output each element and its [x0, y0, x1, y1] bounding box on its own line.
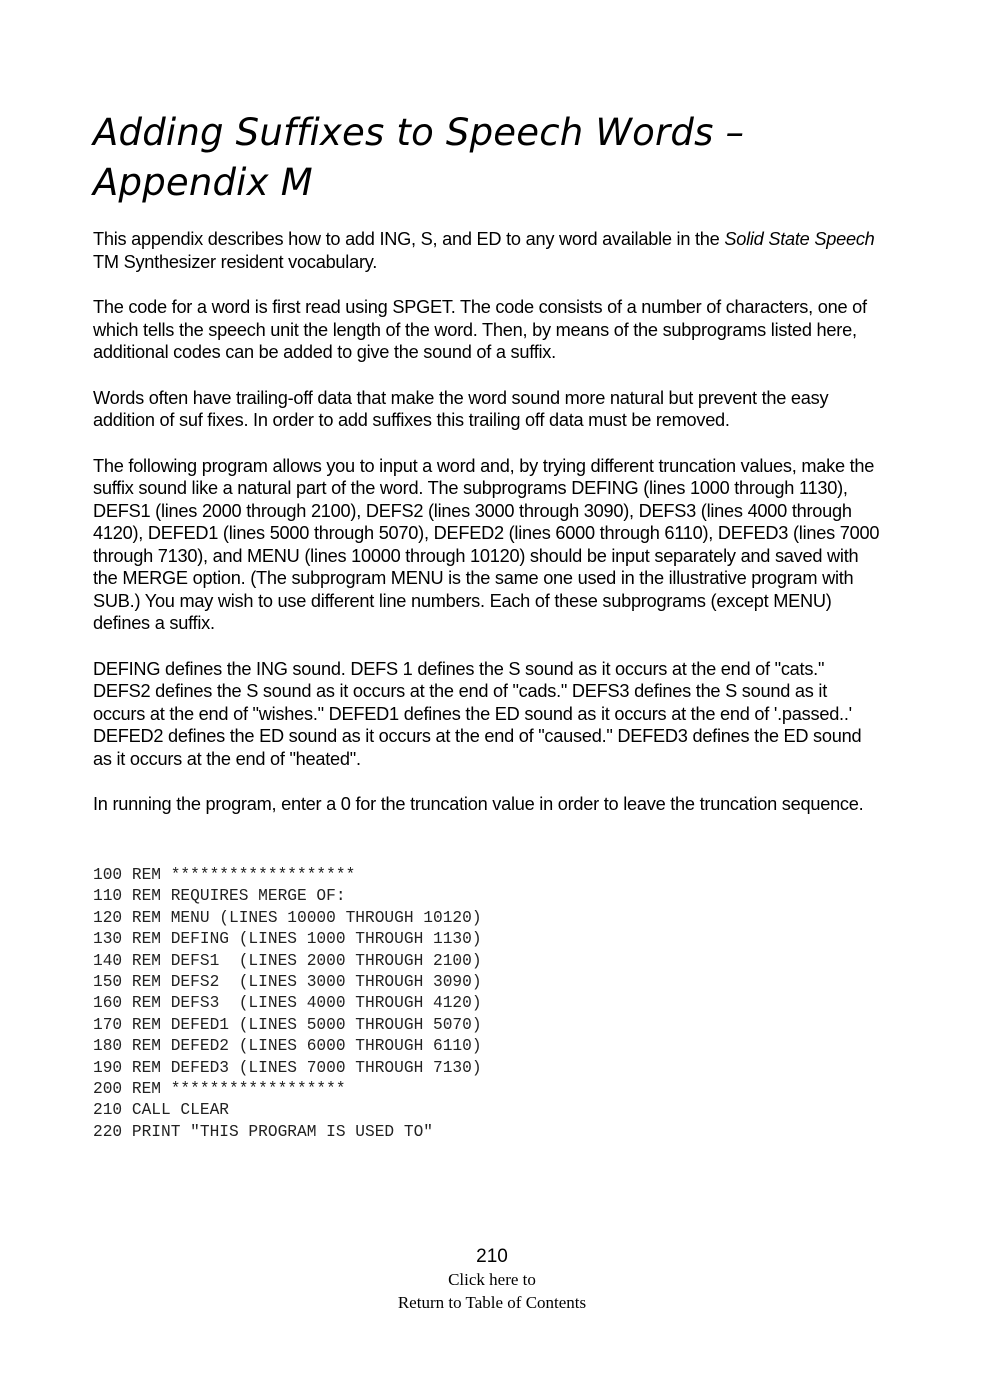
- code-line: 130 REM DEFING (LINES 1000 THROUGH 1130): [93, 930, 482, 949]
- intro-text-b: TM Synthesizer resident vocabulary.: [93, 251, 378, 272]
- intro-italic-product: Solid State Speech: [724, 229, 875, 249]
- code-listing: [93, 865, 482, 1143]
- toc-link-line-2[interactable]: Return to Table of Contents: [397, 1293, 587, 1312]
- title-line-2: Appendix M: [93, 161, 313, 204]
- paragraph-trailing-off: Words often have trailing-off data that make the word sound more natural but prevent the easy addition of suf fixes. In order to add suffixes this trailing off data must be removed.: [93, 387, 829, 430]
- code-line: 180 REM DEFED2 (LINES 6000 THROUGH 6110): [93, 1037, 482, 1056]
- paragraph-running-instructions: In running the program, enter a 0 for the truncation value in order to leave the truncation sequence.: [93, 794, 864, 814]
- table-of-contents-link[interactable]: [0, 1268, 984, 1314]
- title-line-1: Adding Suffixes to Speech Words –: [93, 111, 745, 154]
- paragraph-intro: [93, 228, 883, 273]
- paragraph-program-description: The following program allows you to input a word and, by trying different truncation values, make the suffix sound like a natural part of the word. The subprograms DEFING (lines 1000 through 1130), DEFS1 (lines 2000 through 2100), DEFS2 (lines 3000 through 3090), DEFS3 (lines 4000 through 4120), DEFED1 (lines 5000 through 5070), DEFED2 (lines 6000 through 6110), DEFED3 (lines 7000 through 7130), and MENU (lines 10000 through 10120) should be input separately and saved with the MERGE option. (The subprogram MENU is the same one used in the illustrative program with SUB.) You may wish to use different line numbers. Each of these subprograms (except MENU) defines a suffix.: [93, 455, 880, 633]
- intro-text-a: This appendix describes how to add ING, S, and ED to any word available in the: [93, 229, 725, 249]
- code-line: 210 CALL CLEAR: [93, 1101, 229, 1120]
- code-line: 200 REM ******************: [93, 1080, 346, 1099]
- page-title: [93, 108, 913, 208]
- body-text: [93, 228, 883, 839]
- paragraph-spget: The code for a word is first read using SPGET. The code consists of a number of characters, one of which tells the speech unit the length of the word. Then, by means of the subprograms listed here, additional codes can be added to give the sound of a suffix.: [93, 297, 867, 362]
- toc-link-line-1[interactable]: Click here to: [448, 1270, 536, 1289]
- code-line: 110 REM REQUIRES MERGE OF:: [93, 887, 346, 906]
- code-line: 160 REM DEFS3 (LINES 4000 THROUGH 4120): [93, 994, 482, 1013]
- code-line: 140 REM DEFS1 (LINES 2000 THROUGH 2100): [93, 951, 482, 970]
- code-line: 170 REM DEFED1 (LINES 5000 THROUGH 5070): [93, 1015, 482, 1034]
- paragraph-suffix-definitions: DEFING defines the ING sound. DEFS 1 defines the S sound as it occurs at the end of "cats." DEFS2 defines the S sound as it occurs at the end of "cads." DEFS3 defines the S sound as it occurs at the end of "wishes." DEFED1 defines the ED sound as it occurs at the end of '.passed..' DEFED2 defines the ED sound as it occurs at the end of "caused." DEFED3 defines the ED sound as it occurs at the end of "heated".: [93, 658, 862, 769]
- page-number: 210: [476, 1246, 508, 1267]
- code-line: 150 REM DEFS2 (LINES 3000 THROUGH 3090): [93, 973, 482, 992]
- code-line: 100 REM *******************: [93, 866, 356, 884]
- code-line: 190 REM DEFED3 (LINES 7000 THROUGH 7130): [93, 1058, 482, 1077]
- code-line: 120 REM MENU (LINES 10000 THROUGH 10120): [93, 908, 482, 927]
- code-line: 220 PRINT "THIS PROGRAM IS USED TO": [93, 1122, 433, 1141]
